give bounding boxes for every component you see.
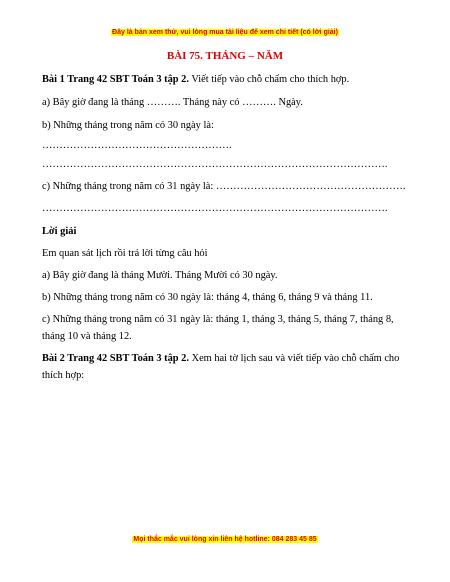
solution-c: c) Những tháng trong năm có 31 ngày là: tháng 1, tháng 3, tháng 5, tháng 7, tháng 8, tháng 10 và tháng 12. <box>42 314 394 342</box>
exercise-1-c-blank: ………………………………………………………………………………………. <box>42 203 388 214</box>
exercise-1-heading: Bài 1 Trang 42 SBT Toán 3 tập 2. <box>42 74 189 85</box>
solution-intro: Em quan sát lịch rồi trả lời từng câu hỏi <box>42 248 208 259</box>
exercise-1-b-blank-2: ………………………………………………………………………………………. <box>42 159 388 170</box>
solution-b: b) Những tháng trong năm có 30 ngày là: tháng 4, tháng 6, tháng 9 và tháng 11. <box>42 292 373 303</box>
exercise-2-heading: Bài 2 Trang 42 SBT Toán 3 tập 2. <box>42 353 189 364</box>
hotline-banner: Mọi thắc mắc vui lòng xin liên hệ hotline: 084 283 45 85 <box>133 536 317 543</box>
exercise-2-instruction: Xem hai tờ lịch sau và viết tiếp vào chỗ chấm cho thích hợp: <box>42 353 400 381</box>
exercise-1-instruction: Viết tiếp vào chỗ chấm cho thích hợp. <box>188 74 350 85</box>
exercise-1-question-b: b) Những tháng trong năm có 30 ngày là: <box>42 120 214 131</box>
solution-a: a) Bây giờ đang là tháng Mười. Tháng Mười có 30 ngày. <box>42 270 278 281</box>
exercise-1-question-a: a) Bây giờ đang là tháng ………. Tháng này có ………. Ngày. <box>42 97 303 108</box>
solution-heading: Lời giải <box>42 226 77 237</box>
exercise-1-heading-line <box>42 73 422 86</box>
exercise-2-heading-line <box>42 350 414 384</box>
exercise-1-question-c: c) Những tháng trong năm có 31 ngày là: ………………………………………………. <box>42 181 406 192</box>
preview-notice-banner: Đây là bản xem thử, vui lòng mua tài liệu để xem chi tiết (có lời giải) <box>112 29 338 36</box>
exercise-1-b-blank-1: ………………………………………………. <box>42 140 232 151</box>
page-title: BÀI 75. THÁNG – NĂM <box>166 50 284 62</box>
